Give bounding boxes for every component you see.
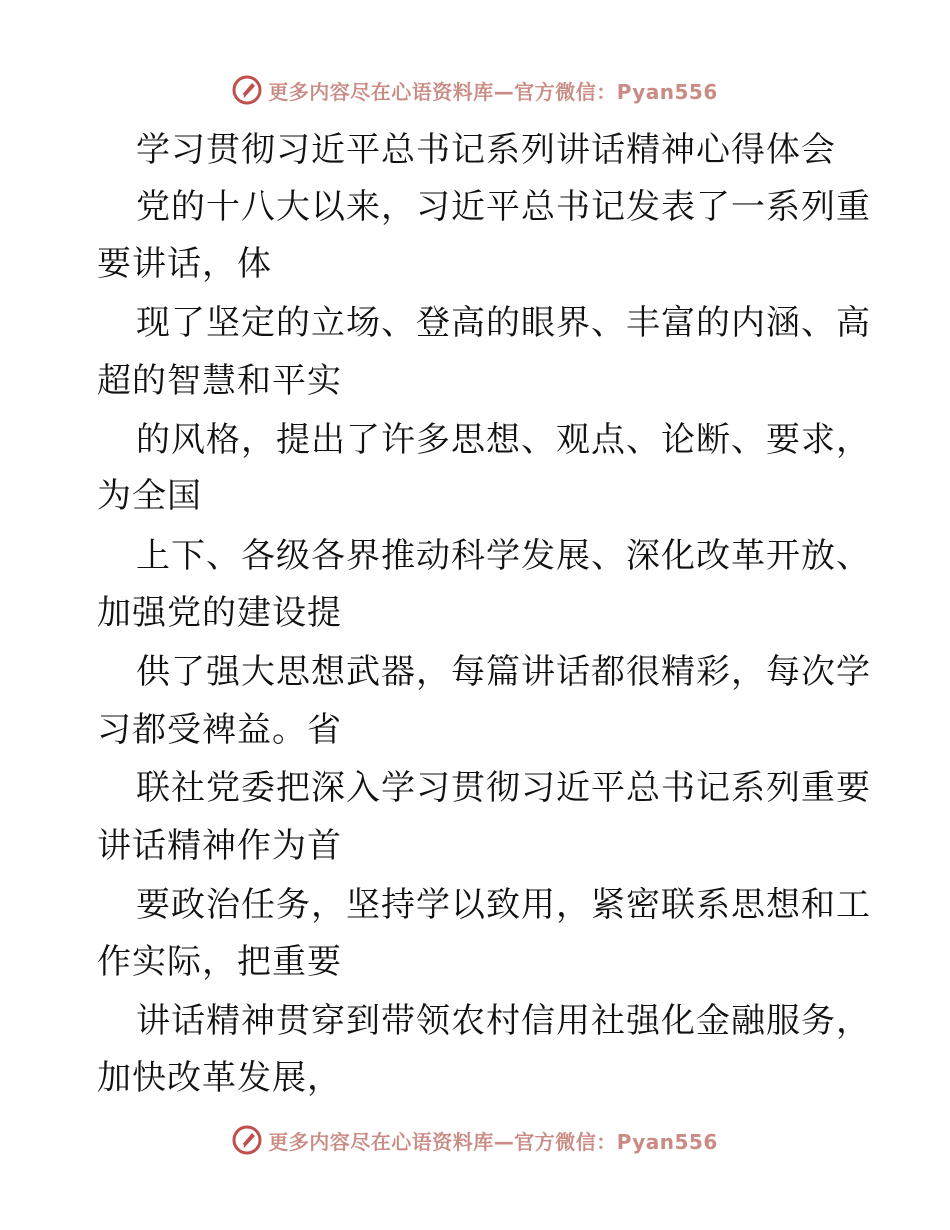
paragraph-line: 加快改革发展， [97,1058,342,1098]
paragraph-line: 为全国 [97,476,202,516]
paragraph-line: 党的十八大以来，习近平总书记发表了一系列重 [136,187,871,227]
paragraph-line: 讲话精神贯穿到带领农村信用社强化金融服务， [136,1001,871,1041]
paragraph-line: 联社党委把深入学习贯彻习近平总书记系列重要 [136,768,871,808]
pen-seal-icon [232,1125,262,1155]
paragraph-line: 的风格，提出了许多思想、观点、论断、要求， [136,420,871,460]
paragraph-line: 习都受裨益。省 [97,710,342,750]
paragraph-line: 供了强大思想武器，每篇讲话都很精彩，每次学 [136,652,871,692]
footer-watermark-banner [0,1120,950,1160]
header-watermark-banner [0,70,950,110]
paragraph-line: 要政治任务，坚持学以致用，紧密联系思想和工 [136,885,871,925]
paragraph-line: 上下、各级各界推动科学发展、深化改革开放、 [136,536,871,576]
watermark-text: 更多内容尽在心语资料库—官方微信：Pyan556 [268,79,718,104]
paragraph-line: 要讲话，体 [97,244,272,284]
watermark-text: 更多内容尽在心语资料库—官方微信：Pyan556 [268,1129,718,1154]
paragraph-line: 超的智慧和平实 [97,361,342,401]
paragraph-line: 现了坚定的立场、登高的眼界、丰富的内涵、高 [136,303,871,343]
paragraph-line: 讲话精神作为首 [97,826,342,866]
pen-seal-icon [232,75,262,105]
document-title: 学习贯彻习近平总书记系列讲话精神心得体会 [136,130,836,170]
paragraph-line: 加强党的建设提 [97,593,342,633]
paragraph-line: 作实际，把重要 [97,942,342,982]
